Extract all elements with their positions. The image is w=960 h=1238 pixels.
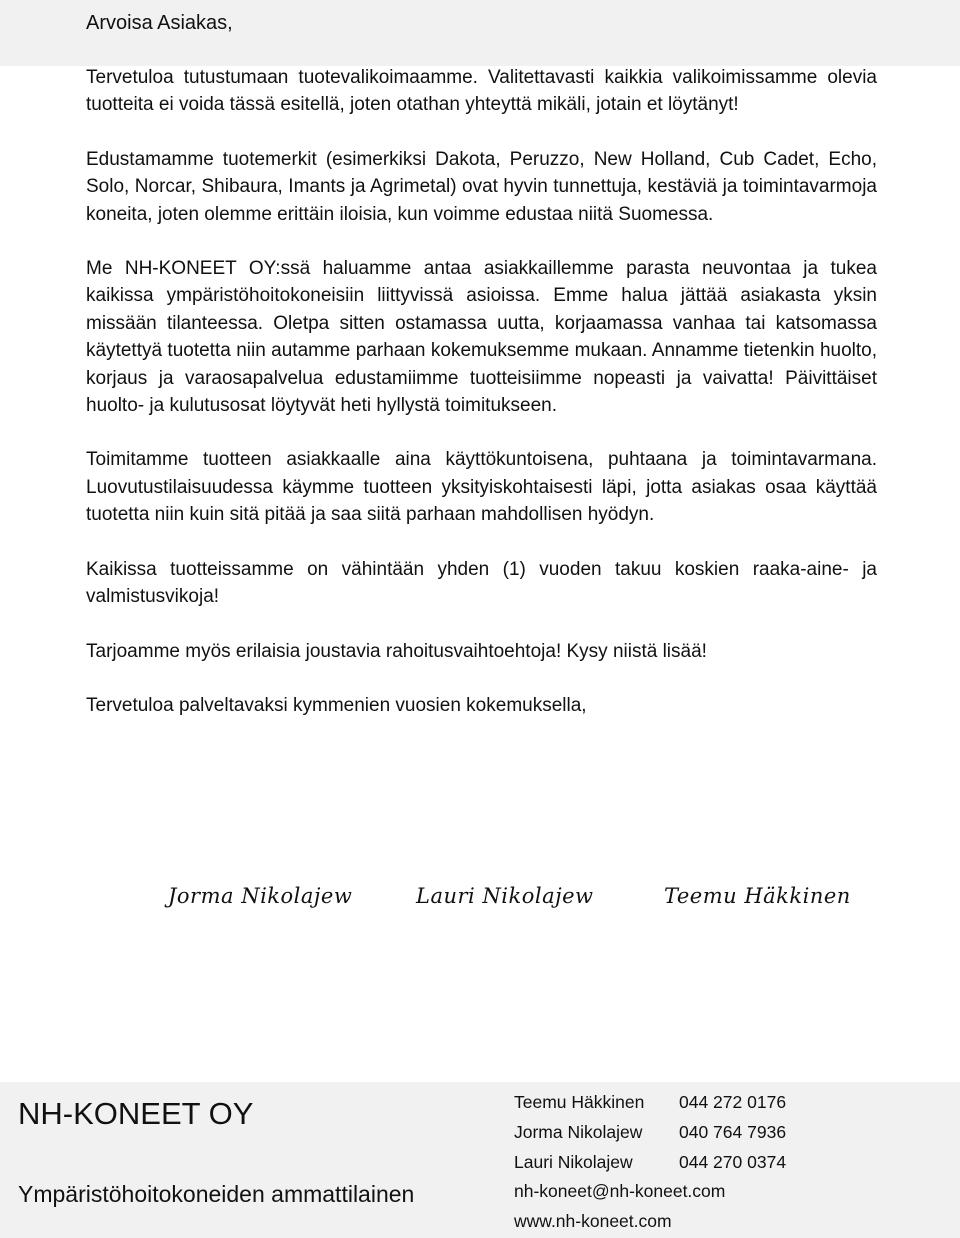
email-link[interactable]: nh-koneet@nh-koneet.com (514, 1181, 726, 1202)
contact-phone[interactable]: 040 764 7936 (679, 1121, 787, 1142)
signature-lauri: Lauri Nikolajew (416, 884, 594, 908)
paragraph-service: Me NH-KONEET OY:ssä haluamme antaa asiakkaillemme parasta neuvontaa ja tukea kaikissa ympäristöhoitokoneisiin liittyvissä asioissa. Emme halua jättää asiakasta yksin missään tilanteessa. Oletpa sitten ostamassa uutta, korjaamassa vanhaa tai katsomassa käytettyä tuotetta niin autamme parhaan kokemuksemme mukaan. Annamme tietenkin huolto, korjaus ja varaosapalvelua edustamiimme tuotteisiimme nopeasti ja vaivatta! Päivittäiset huolto- ja kulutusosat löytyvät heti hyllystä toimitukseen. (86, 258, 877, 417)
contact-row (514, 1118, 786, 1148)
signatures (0, 884, 960, 924)
contact-row (514, 1088, 786, 1118)
contact-name: Lauri Nikolajew (514, 1151, 633, 1172)
contact-phone[interactable]: 044 272 0176 (679, 1092, 787, 1112)
paragraph-intro: Tervetuloa tutustumaan tuotevalikoimaamme. Valitettavasti kaikkia valikoimissamme olevia tuotteita ei voida tässä esitellä, joten otathan yhteyttä mikäli, jotain et löytänyt! (86, 67, 877, 116)
contact-name: Jorma Nikolajew (514, 1121, 643, 1142)
paragraph-financing: Tarjoamme myös erilaisia joustavia rahoitusvaihtoehtoja! Kysy niistä lisää! (86, 640, 707, 662)
company-name: NH-KONEET OY (18, 1096, 254, 1131)
signature-jorma: Jorma Nikolajew (168, 884, 353, 908)
contact-name: Teemu Häkkinen (514, 1092, 645, 1112)
paragraph-warranty: Kaikissa tuotteissamme on vähintään yhden (1) vuoden takuu koskien raaka-aine- ja valmistusvikoja! (86, 558, 877, 608)
company-tagline: Ympäristöhoitokoneiden ammattilainen (18, 1181, 415, 1207)
paragraph-delivery: Toimitamme tuotteen asiakkaalle aina käyttökuntoisena, puhtaana ja toimintavarmana. Luovutustilaisuudessa käymme tuotteen yksityiskohtaisesti läpi, jotta asiakas osaa käyttää tuotetta niin kuin sitä pitää ja saa siitä parhaan mahdollisen hyödyn. (86, 449, 877, 526)
signature-teemu: Teemu Häkkinen (664, 884, 851, 908)
footer (0, 1082, 960, 1238)
paragraph-closing: Tervetuloa palveltavaksi kymmenien vuosien kokemuksella, (86, 694, 587, 716)
contact-phone[interactable]: 044 270 0374 (679, 1151, 787, 1172)
letter-greeting: Arvoisa Asiakas, (86, 12, 233, 34)
letter-body (86, 64, 877, 719)
contact-list (514, 1088, 786, 1237)
contact-row (514, 1148, 786, 1178)
paragraph-brands: Edustamamme tuotemerkit (esimerkiksi Dakota, Peruzzo, New Holland, Cub Cadet, Echo, Solo, Norcar, Shibaura, Imants ja Agrimetal) ovat hyvin tunnettuja, kestäviä ja toimintavarmoja koneita, joten olemme erittäin iloisia, kun voimme edustaa niitä Suomessa. (86, 148, 877, 225)
website-link[interactable]: www.nh-koneet.com (514, 1211, 672, 1232)
